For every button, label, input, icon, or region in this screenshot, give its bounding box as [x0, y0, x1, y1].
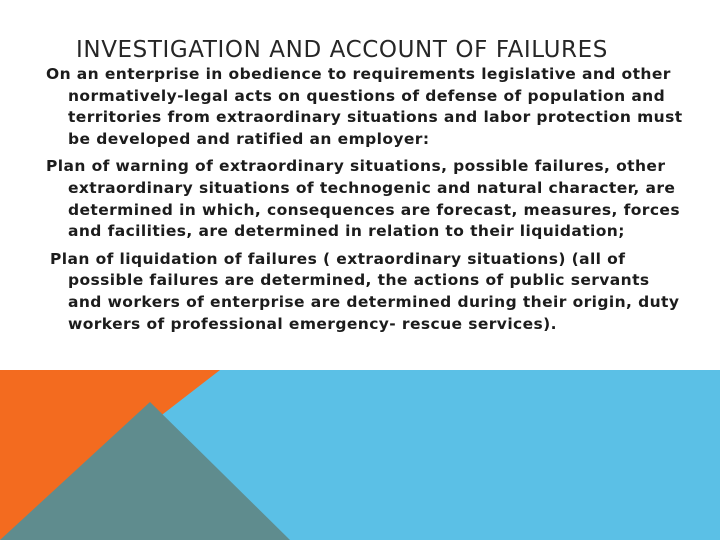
content-body: [46, 64, 686, 341]
paragraph-enterprise-requirements: On an enterprise in obedience to requirements legislative and other normatively-legal acts on questions of defense of population and territories from extraordinary situations and labor protection must be developed and ratified an employer:: [46, 65, 683, 148]
paragraph-liquidation-plan: Plan of liquidation of failures ( extraordinary situations) (all of possible failures are determined, the actions of public servants and workers of enterprise are determined during their origin, duty workers of professional emergency- rescue services).: [50, 249, 680, 333]
slide-title: INVESTIGATION AND ACCOUNT OF FAILURES: [76, 37, 608, 63]
paragraph-warning-plan: Plan of warning of extraordinary situations, possible failures, other extraordinary situations of technogenic and natural character, are determined in which, consequences are forecast, measures, forces and facilities, are determined in relation to their liquidation;: [46, 157, 680, 241]
